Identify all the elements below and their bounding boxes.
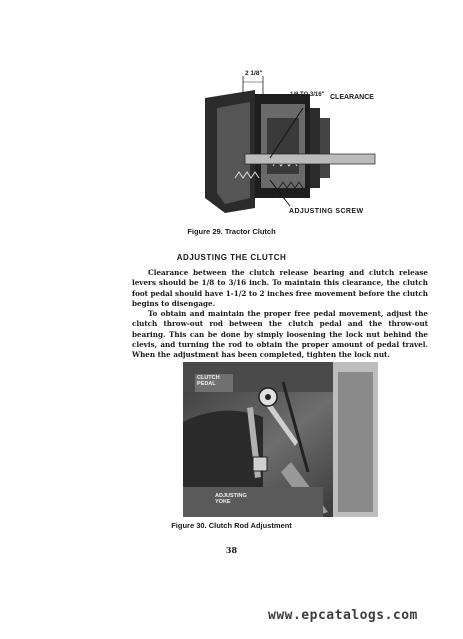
figure-30-caption: Figure 30. Clutch Rod Adjustment [171, 521, 292, 530]
clutch-cross-section-drawing [195, 68, 385, 218]
dimension-label: 2 1/8" [245, 70, 263, 77]
adjusting-screw-label: ADJUSTING SCREW [289, 208, 364, 215]
figure-29-caption: Figure 29. Tractor Clutch [187, 227, 276, 236]
paragraph-adjustment: To obtain and maintain the proper free pedal movement, adjust the clutch throw-out rod between the clutch pedal and the throw-out bearing. This can be done by simply loosening the lock nut behind the clevis, and turning the rod to obtain the proper amount of pedal travel. When the adjustment has been completed, tighten the lock nut. [132, 309, 428, 360]
clearance-fraction-label: 1/8 TO 3/16" [290, 92, 325, 98]
adjusting-yoke-label: ADJUSTING YOKE [215, 493, 247, 505]
page-number: 38 [225, 545, 238, 555]
section-heading: ADJUSTING THE CLUTCH [176, 253, 287, 262]
tractor-clutch-diagram [195, 68, 385, 218]
footer-url: www.epcatalogs.com [268, 608, 418, 623]
clutch-rod-photo [183, 362, 378, 517]
section-body [132, 268, 428, 361]
paragraph-clearance: Clearance between the clutch release bearing and clutch release levers should be 1/8 to 3/16 inch. To maintain this clearance, the clutch foot pedal should have 1-1/2 to 2 inches free movement before the clutch begins to disengage. [132, 268, 428, 308]
clutch-pedal-label: CLUTCH PEDAL [197, 375, 220, 387]
clearance-label: CLEARANCE [330, 94, 374, 101]
